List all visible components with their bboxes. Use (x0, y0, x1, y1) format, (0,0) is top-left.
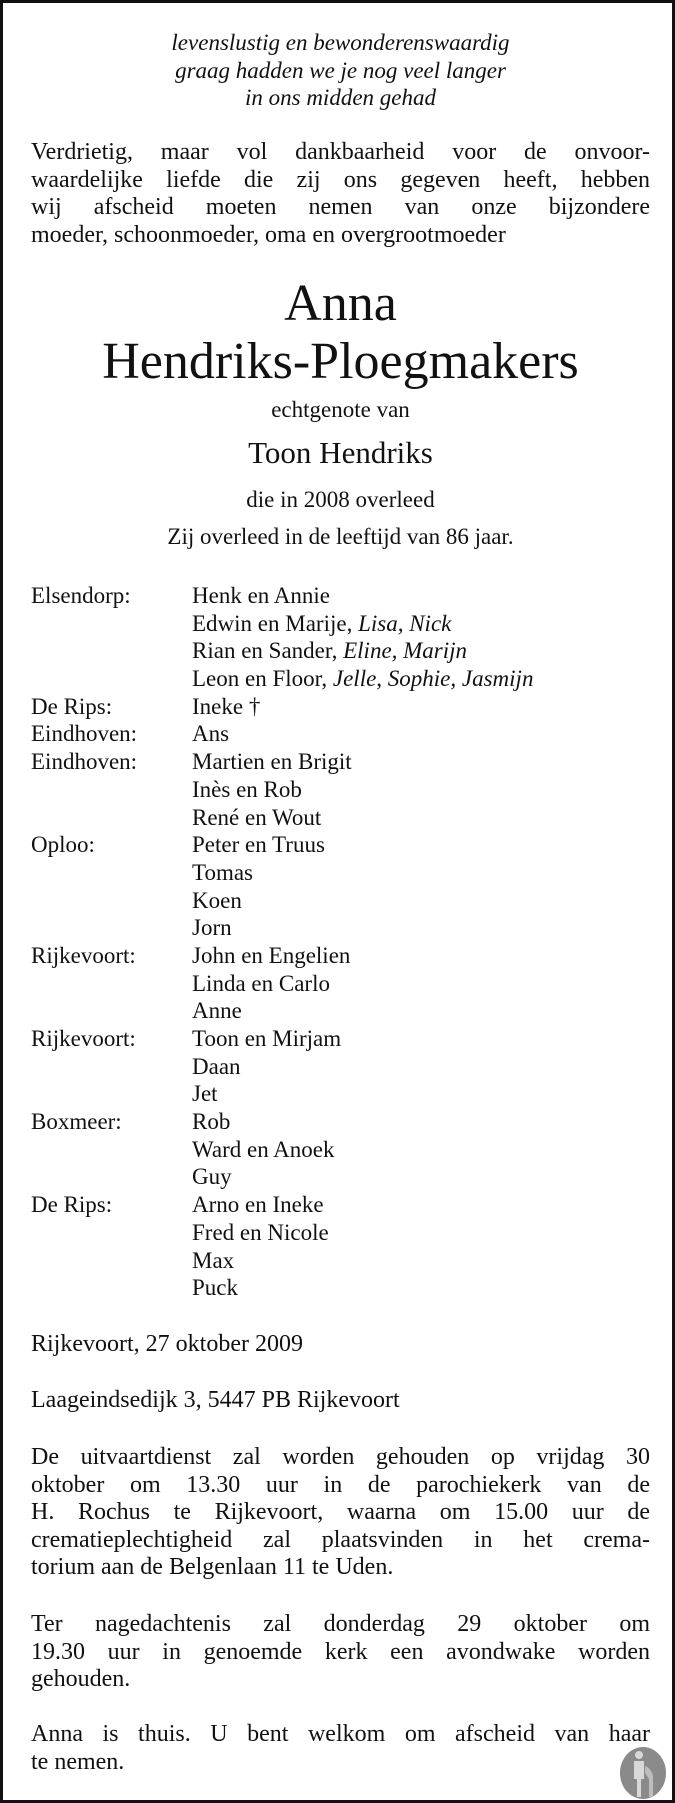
family-row (31, 1025, 650, 1053)
family-names: Peter en Truus (192, 832, 325, 858)
family-row (31, 887, 650, 915)
family-place (31, 804, 192, 832)
family-names: Toon en Mirjam (192, 1026, 342, 1051)
service-line: crematieplechtigheid zal plaatsvinden in het crema- (31, 1526, 650, 1553)
family-row (31, 665, 650, 693)
family-row (31, 693, 650, 721)
family-place: Rijkevoort: (31, 942, 136, 968)
intro-line: moeder, schoonmoeder, oma en overgrootmoeder (31, 221, 506, 248)
family-place (31, 637, 192, 665)
motto-line: graag hadden we je nog veel langer (175, 57, 506, 83)
family-grandchildren: Eline, Marijn (343, 638, 468, 664)
service-line: De uitvaartdienst zal worden gehouden op vrijdag 30 (31, 1444, 650, 1470)
family-names: Rian en Sander, (192, 638, 344, 664)
vigil-line: 19.30 uur in genoemde kerk een avondwake worden (31, 1638, 650, 1665)
family-place (31, 997, 192, 1025)
family-place: De Rips: (31, 1192, 113, 1218)
family-row (31, 1080, 650, 1108)
motto (31, 29, 650, 112)
family-names: Arno en Ineke (192, 1192, 324, 1218)
family-row (31, 1108, 650, 1136)
family-place (31, 610, 192, 638)
family-row (31, 748, 650, 776)
family-row (31, 1191, 650, 1219)
family-row (31, 970, 650, 998)
family-row (31, 1247, 650, 1275)
family-grandchildren: Lisa, Nick (358, 610, 452, 636)
family-grandchildren: Jelle, Sophie, Jasmijn (332, 666, 534, 692)
family-row (31, 1163, 650, 1191)
family-place: Rijkevoort: (31, 1026, 136, 1051)
service-line: oktober om 13.30 uur in de parochiekerk van de (31, 1471, 650, 1498)
spouse-name: Toon Hendriks (248, 435, 433, 470)
family-names: John en Engelien (192, 942, 351, 968)
family-names: Rob (192, 1109, 231, 1135)
service-paragraph (31, 1444, 650, 1582)
family-names: Henk en Annie (192, 583, 330, 608)
family-list (31, 582, 650, 1302)
family-row (31, 1136, 650, 1164)
service-line: torium aan de Belgenlaan 11 te Uden. (31, 1554, 394, 1581)
address: Laageindsedijk 3, 5447 PB Rijkevoort (31, 1387, 400, 1413)
memorial-logo-icon (618, 1746, 668, 1802)
family-row (31, 997, 650, 1025)
vigil-line: Ter nagedachtenis zal donderdag 29 oktober om (31, 1611, 650, 1637)
spouse-note: die in 2008 overleed (246, 487, 435, 512)
family-row (31, 637, 650, 665)
deceased-surname: Hendriks-Ploegmakers (102, 333, 579, 390)
family-names: Edwin en Marije, (192, 610, 359, 636)
family-row (31, 610, 650, 638)
family-row (31, 831, 650, 859)
family-place: Eindhoven: (31, 749, 138, 775)
family-place (31, 1219, 192, 1247)
family-place: Oploo: (31, 832, 95, 858)
intro-line: waardelijke liefde die zij ons gegeven heeft, hebben (31, 166, 650, 193)
family-names: Max (192, 1247, 235, 1273)
family-place: De Rips: (31, 693, 113, 719)
family-names: Linda en Carlo (192, 970, 330, 996)
family-names: Anne (192, 998, 242, 1024)
family-names: Inès en Rob (192, 776, 302, 802)
service-line: H. Rochus te Rijkevoort, waarna om 15.00 uur de (31, 1499, 650, 1526)
date-line: Rijkevoort, 27 oktober 2009 (31, 1331, 303, 1357)
family-names: Jet (192, 1081, 218, 1107)
family-place: Eindhoven: (31, 721, 138, 747)
deceased-first-name: Anna (284, 275, 397, 332)
family-place (31, 1136, 192, 1164)
visit-paragraph (31, 1721, 650, 1776)
family-names: Daan (192, 1053, 241, 1079)
family-place (31, 1053, 192, 1081)
intro-paragraph (31, 139, 650, 249)
family-names: Puck (192, 1275, 238, 1301)
visit-line: te nemen. (31, 1748, 125, 1775)
family-place (31, 859, 192, 887)
intro-line: wij afscheid moeten nemen van onze bijzondere (31, 194, 650, 221)
family-row (31, 1219, 650, 1247)
vigil-paragraph (31, 1611, 650, 1694)
family-row (31, 859, 650, 887)
family-names: Martien en Brigit (192, 749, 352, 775)
family-place (31, 914, 192, 942)
family-place (31, 776, 192, 804)
motto-line: in ons midden gehad (244, 85, 436, 110)
family-row (31, 720, 650, 748)
family-row (31, 776, 650, 804)
family-place (31, 1247, 192, 1275)
family-row (31, 1274, 650, 1302)
age-note: Zij overleed in de leeftijd van 86 jaar. (167, 524, 514, 549)
family-names: Guy (192, 1164, 232, 1190)
family-names: Ans (192, 721, 230, 747)
family-names: Leon en Floor, (192, 666, 333, 692)
family-place (31, 1274, 192, 1302)
family-place (31, 1080, 192, 1108)
family-row (31, 914, 650, 942)
family-row (31, 942, 650, 970)
family-place (31, 1163, 192, 1191)
visit-line: Anna is thuis. U bent welkom om afscheid van haar (31, 1721, 650, 1747)
family-place (31, 970, 192, 998)
family-row (31, 582, 650, 610)
family-row (31, 1053, 650, 1081)
family-place (31, 665, 192, 693)
family-place (31, 887, 192, 915)
family-names: Tomas (192, 859, 253, 885)
family-names: Ward en Anoek (192, 1136, 335, 1162)
motto-line: levenslustig en bewonderenswaardig (171, 30, 510, 55)
intro-line: Verdrietig, maar vol dankbaarheid voor de onvoor- (31, 139, 650, 165)
spouse-label: echtgenote van (271, 397, 410, 422)
family-names: René en Wout (192, 804, 322, 830)
family-names: Jorn (192, 915, 232, 941)
family-names: Fred en Nicole (192, 1219, 329, 1245)
family-row (31, 804, 650, 832)
family-place: Boxmeer: (31, 1109, 122, 1135)
family-names: Koen (192, 887, 242, 913)
vigil-line: gehouden. (31, 1666, 131, 1693)
family-place: Elsendorp: (31, 583, 131, 608)
family-names: Ineke † (192, 693, 261, 719)
